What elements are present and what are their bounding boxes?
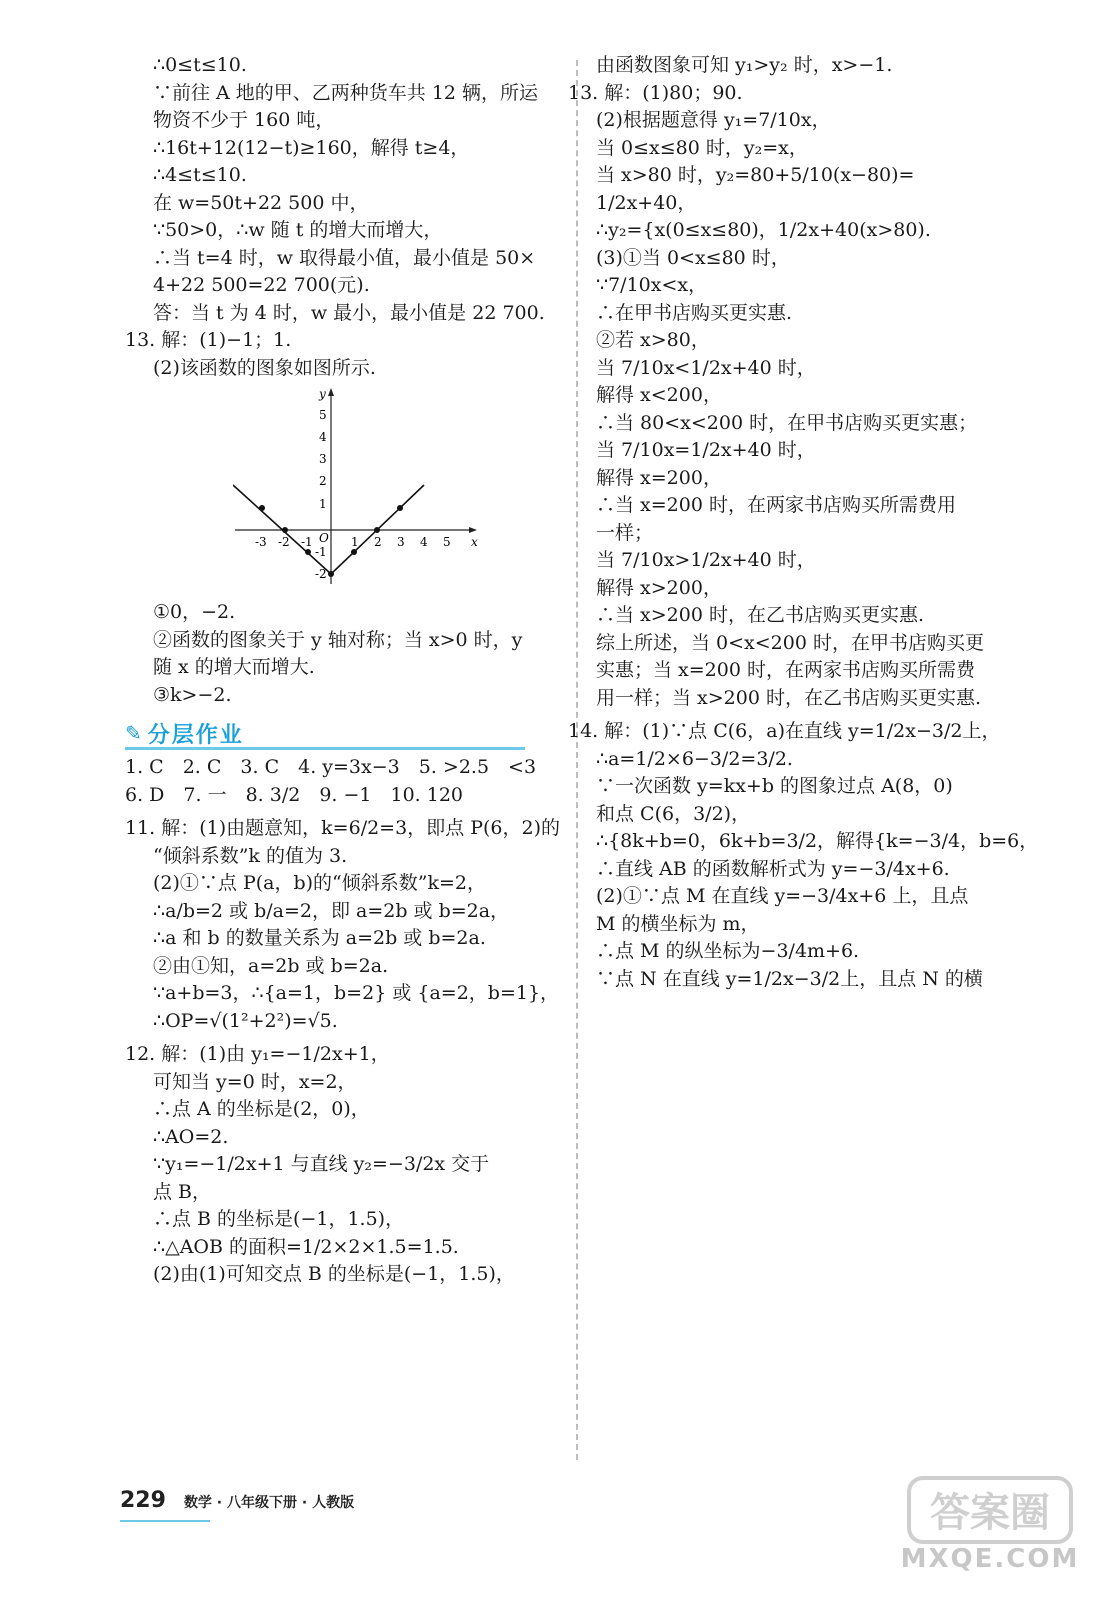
function-graph	[233, 388, 483, 588]
text-line: ②若 x>80，	[596, 329, 710, 351]
text-line: ∵50>0，∴w 随 t 的增大而增大，	[153, 219, 443, 241]
text-line: ∴点 M 的纵坐标为−3/4m+6.	[596, 940, 860, 962]
text-line: 当 x>80 时，y₂=80+5/10(x−80)=	[596, 164, 915, 186]
text-line: ∴当 x=200 时，在两家书店购买所需费用	[596, 494, 956, 516]
text-line: 当 7/10x>1/2x+40 时，	[596, 549, 816, 571]
text-line: ∴当 x>200 时，在乙书店购买更实惠.	[596, 604, 925, 626]
x-tick-label: 3	[397, 535, 405, 549]
section-heading-icon: ✎	[125, 721, 142, 745]
watermark-logo-icon	[905, 1470, 1075, 1550]
x-tick-label: 2	[374, 535, 382, 549]
text-line: ∵a+b=3，∴{a=1，b=2} 或 {a=2，b=1}，	[153, 982, 560, 1004]
page-footer	[120, 1488, 590, 1513]
book-info: 数学 · 八年级下册 · 人教版	[183, 1495, 355, 1511]
text-line: 和点 C(6，3/2)，	[596, 802, 751, 825]
text-line: ∵一次函数 y=kx+b 的图象过点 A(8，0)	[596, 775, 953, 797]
text-line: ∴当 t=4 时，w 取得最小值，最小值是 50×	[153, 246, 536, 269]
graph-point	[374, 527, 380, 533]
y-tick-label: -1	[315, 545, 327, 559]
y-tick-label: 5	[319, 408, 327, 422]
text-line: (3)①当 0<x≤80 时，	[596, 246, 790, 269]
text-line: 在 w=50t+22 500 中，	[153, 191, 369, 214]
text-line: 点 B，	[153, 1180, 212, 1203]
answer-line: 1. C 2. C 3. C 4. y=3x−3 5. >2.5 <3	[125, 756, 537, 778]
x-tick-label: -1	[301, 535, 313, 549]
text-line: ∴在甲书店购买更实惠.	[596, 301, 793, 324]
text-line: ∴{8k+b=0，6k+b=3/2，解得{k=−3/4，b=6，	[596, 830, 1039, 852]
text-line: 14. 解：(1)∵点 C(6，a)在直线 y=1/2x−3/2上，	[568, 720, 1001, 742]
column-divider	[576, 60, 578, 1460]
left-column	[125, 52, 573, 1289]
answer-line: 6. D 7. 一 8. 3/2 9. −1 10. 120	[125, 783, 464, 806]
text-line: ∴OP=√(1²+2²)=√5.	[153, 1009, 338, 1032]
text-line: ∴4≤t≤10.	[153, 164, 247, 186]
watermark-site: MXQE.COM	[900, 1544, 1080, 1574]
text-line: ∴当 80<x<200 时，在甲书店购买更实惠；	[596, 411, 978, 434]
text-line: ①0，−2.	[153, 601, 236, 623]
graph-point	[305, 549, 311, 555]
text-line: ∵前往 A 地的甲、乙两种货车共 12 辆，所运	[153, 81, 539, 104]
text-line: 11. 解：(1)由题意知，k=6/2=3，即点 P(6，2)的	[125, 817, 561, 839]
right-column	[568, 52, 1041, 993]
text-line: 当 0≤x≤80 时，y₂=x，	[596, 136, 808, 159]
text-line: 4+22 500=22 700(元).	[153, 274, 370, 296]
text-line: ∴16t+12(12−t)≥160，解得 t≥4，	[153, 136, 470, 159]
text-line: ∴a 和 b 的数量关系为 a=2b 或 b=2a.	[153, 927, 486, 949]
text-line: 综上所述，当 0<x<200 时，在甲书店购买更	[596, 631, 984, 654]
q12-prev-solution	[153, 52, 573, 327]
text-line: ∴a/b=2 或 b/a=2，即 a=2b 或 b=2a，	[153, 899, 510, 922]
text-line: (2)①∵点 M 在直线 y=−3/4x+6 上，且点	[596, 885, 969, 907]
graph-point	[397, 505, 403, 511]
graph-point	[282, 527, 288, 533]
text-line: ∴a=1/2×6−3/2=3/2.	[596, 747, 793, 770]
q14-solution	[568, 718, 1041, 993]
text-line: 当 7/10x=1/2x+40 时，	[596, 439, 816, 461]
y-axis-label: y	[319, 388, 326, 401]
x-axis-label: x	[471, 535, 478, 549]
text-line: ∵7/10x<x，	[596, 274, 708, 296]
x-tick-label: 4	[420, 535, 428, 549]
y-tick-label: 3	[319, 452, 327, 466]
text-line: (2)①∵点 P(a，b)的“倾斜系数”k=2，	[153, 872, 487, 894]
graph-point	[351, 549, 357, 555]
y-tick-label: 4	[319, 430, 327, 444]
text-line: 解得 x>200，	[596, 576, 722, 599]
x-tick-label: -2	[278, 535, 290, 549]
text-line: 答：当 t 为 4 时，w 最小，最小值是 22 700.	[153, 301, 545, 324]
text-line: ∴0≤t≤10.	[153, 54, 247, 76]
text-line: 13. 解：(1)80；90.	[568, 81, 743, 104]
text-line: ∴直线 AB 的函数解析式为 y=−3/4x+6.	[596, 857, 950, 880]
page-number: 229	[120, 1488, 166, 1513]
section-heading	[125, 719, 525, 750]
graph-point	[259, 505, 265, 511]
y-axis-arrow	[328, 388, 334, 396]
text-line: 实惠；当 x=200 时，在两家书店购买所需费	[596, 659, 975, 681]
section-heading-text: 分层作业	[147, 722, 244, 748]
q13-right-solution	[568, 80, 1041, 713]
q12-solution	[125, 1041, 573, 1289]
x-tick-label: 1	[351, 535, 359, 549]
text-line: ∴AO=2.	[153, 1125, 229, 1148]
text-line: (2)根据题意得 y₁=7/10x，	[596, 109, 831, 131]
x-tick-label: -3	[255, 535, 267, 549]
text-line: (2)该函数的图象如图所示.	[153, 356, 376, 379]
text-line: M 的横坐标为 m，	[596, 912, 760, 935]
text-line: ∴点 B 的坐标是(−1，1.5)，	[153, 1208, 405, 1230]
text-line: 一样；	[596, 521, 654, 544]
footer-rule	[120, 1520, 210, 1522]
text-line: ②函数的图象关于 y 轴对称；当 x>0 时，y	[153, 628, 523, 651]
q13-heading: 13. 解：(1)−1；1.	[125, 329, 292, 351]
text-line: (2)由(1)可知交点 B 的坐标是(−1，1.5)，	[153, 1263, 515, 1285]
watermark	[900, 1470, 1080, 1590]
text-line: ∴点 A 的坐标是(2，0)，	[153, 1098, 370, 1120]
y-tick-label: -2	[315, 567, 327, 581]
text-line: 由函数图象可知 y₁>y₂ 时，x>−1.	[596, 54, 893, 76]
y-tick-label: 2	[319, 474, 327, 488]
text-line: 解得 x<200，	[596, 384, 722, 406]
text-line: 解得 x=200，	[596, 466, 722, 489]
text-line: ③k>−2.	[153, 683, 232, 706]
watermark-logo-text: 答案圈	[930, 1490, 1050, 1536]
y-tick-label: 1	[319, 497, 327, 511]
x-axis-arrow	[469, 527, 477, 533]
text-line: 当 7/10x<1/2x+40 时，	[596, 356, 816, 379]
origin-label: O	[319, 531, 329, 545]
text-line: 12. 解：(1)由 y₁=−1/2x+1，	[125, 1043, 390, 1065]
text-line: ②由①知，a=2b 或 b=2a.	[153, 954, 389, 977]
x-tick-label: 5	[443, 535, 451, 549]
text-line: “倾斜系数”k 的值为 3.	[153, 844, 348, 867]
text-line: ∴△AOB 的面积=1/2×2×1.5=1.5.	[153, 1235, 459, 1258]
text-line: 1/2x+40，	[596, 191, 697, 214]
text-line: 可知当 y=0 时，x=2，	[153, 1070, 357, 1093]
text-line: 随 x 的增大而增大.	[153, 656, 315, 678]
text-line: 物资不少于 160 吨，	[153, 109, 335, 131]
text-line: ∵点 N 在直线 y=1/2x−3/2上，且点 N 的横	[596, 967, 983, 990]
graph-point	[328, 571, 334, 577]
text-line: ∵y₁=−1/2x+1 与直线 y₂=−3/2x 交于	[153, 1153, 490, 1175]
q11-solution	[125, 815, 573, 1035]
text-line: 用一样；当 x>200 时，在乙书店购买更实惠.	[596, 686, 982, 709]
text-line: ∴y₂={x(0≤x≤80)，1/2x+40(x>80).	[596, 219, 931, 241]
q13-conclusions	[153, 599, 573, 709]
